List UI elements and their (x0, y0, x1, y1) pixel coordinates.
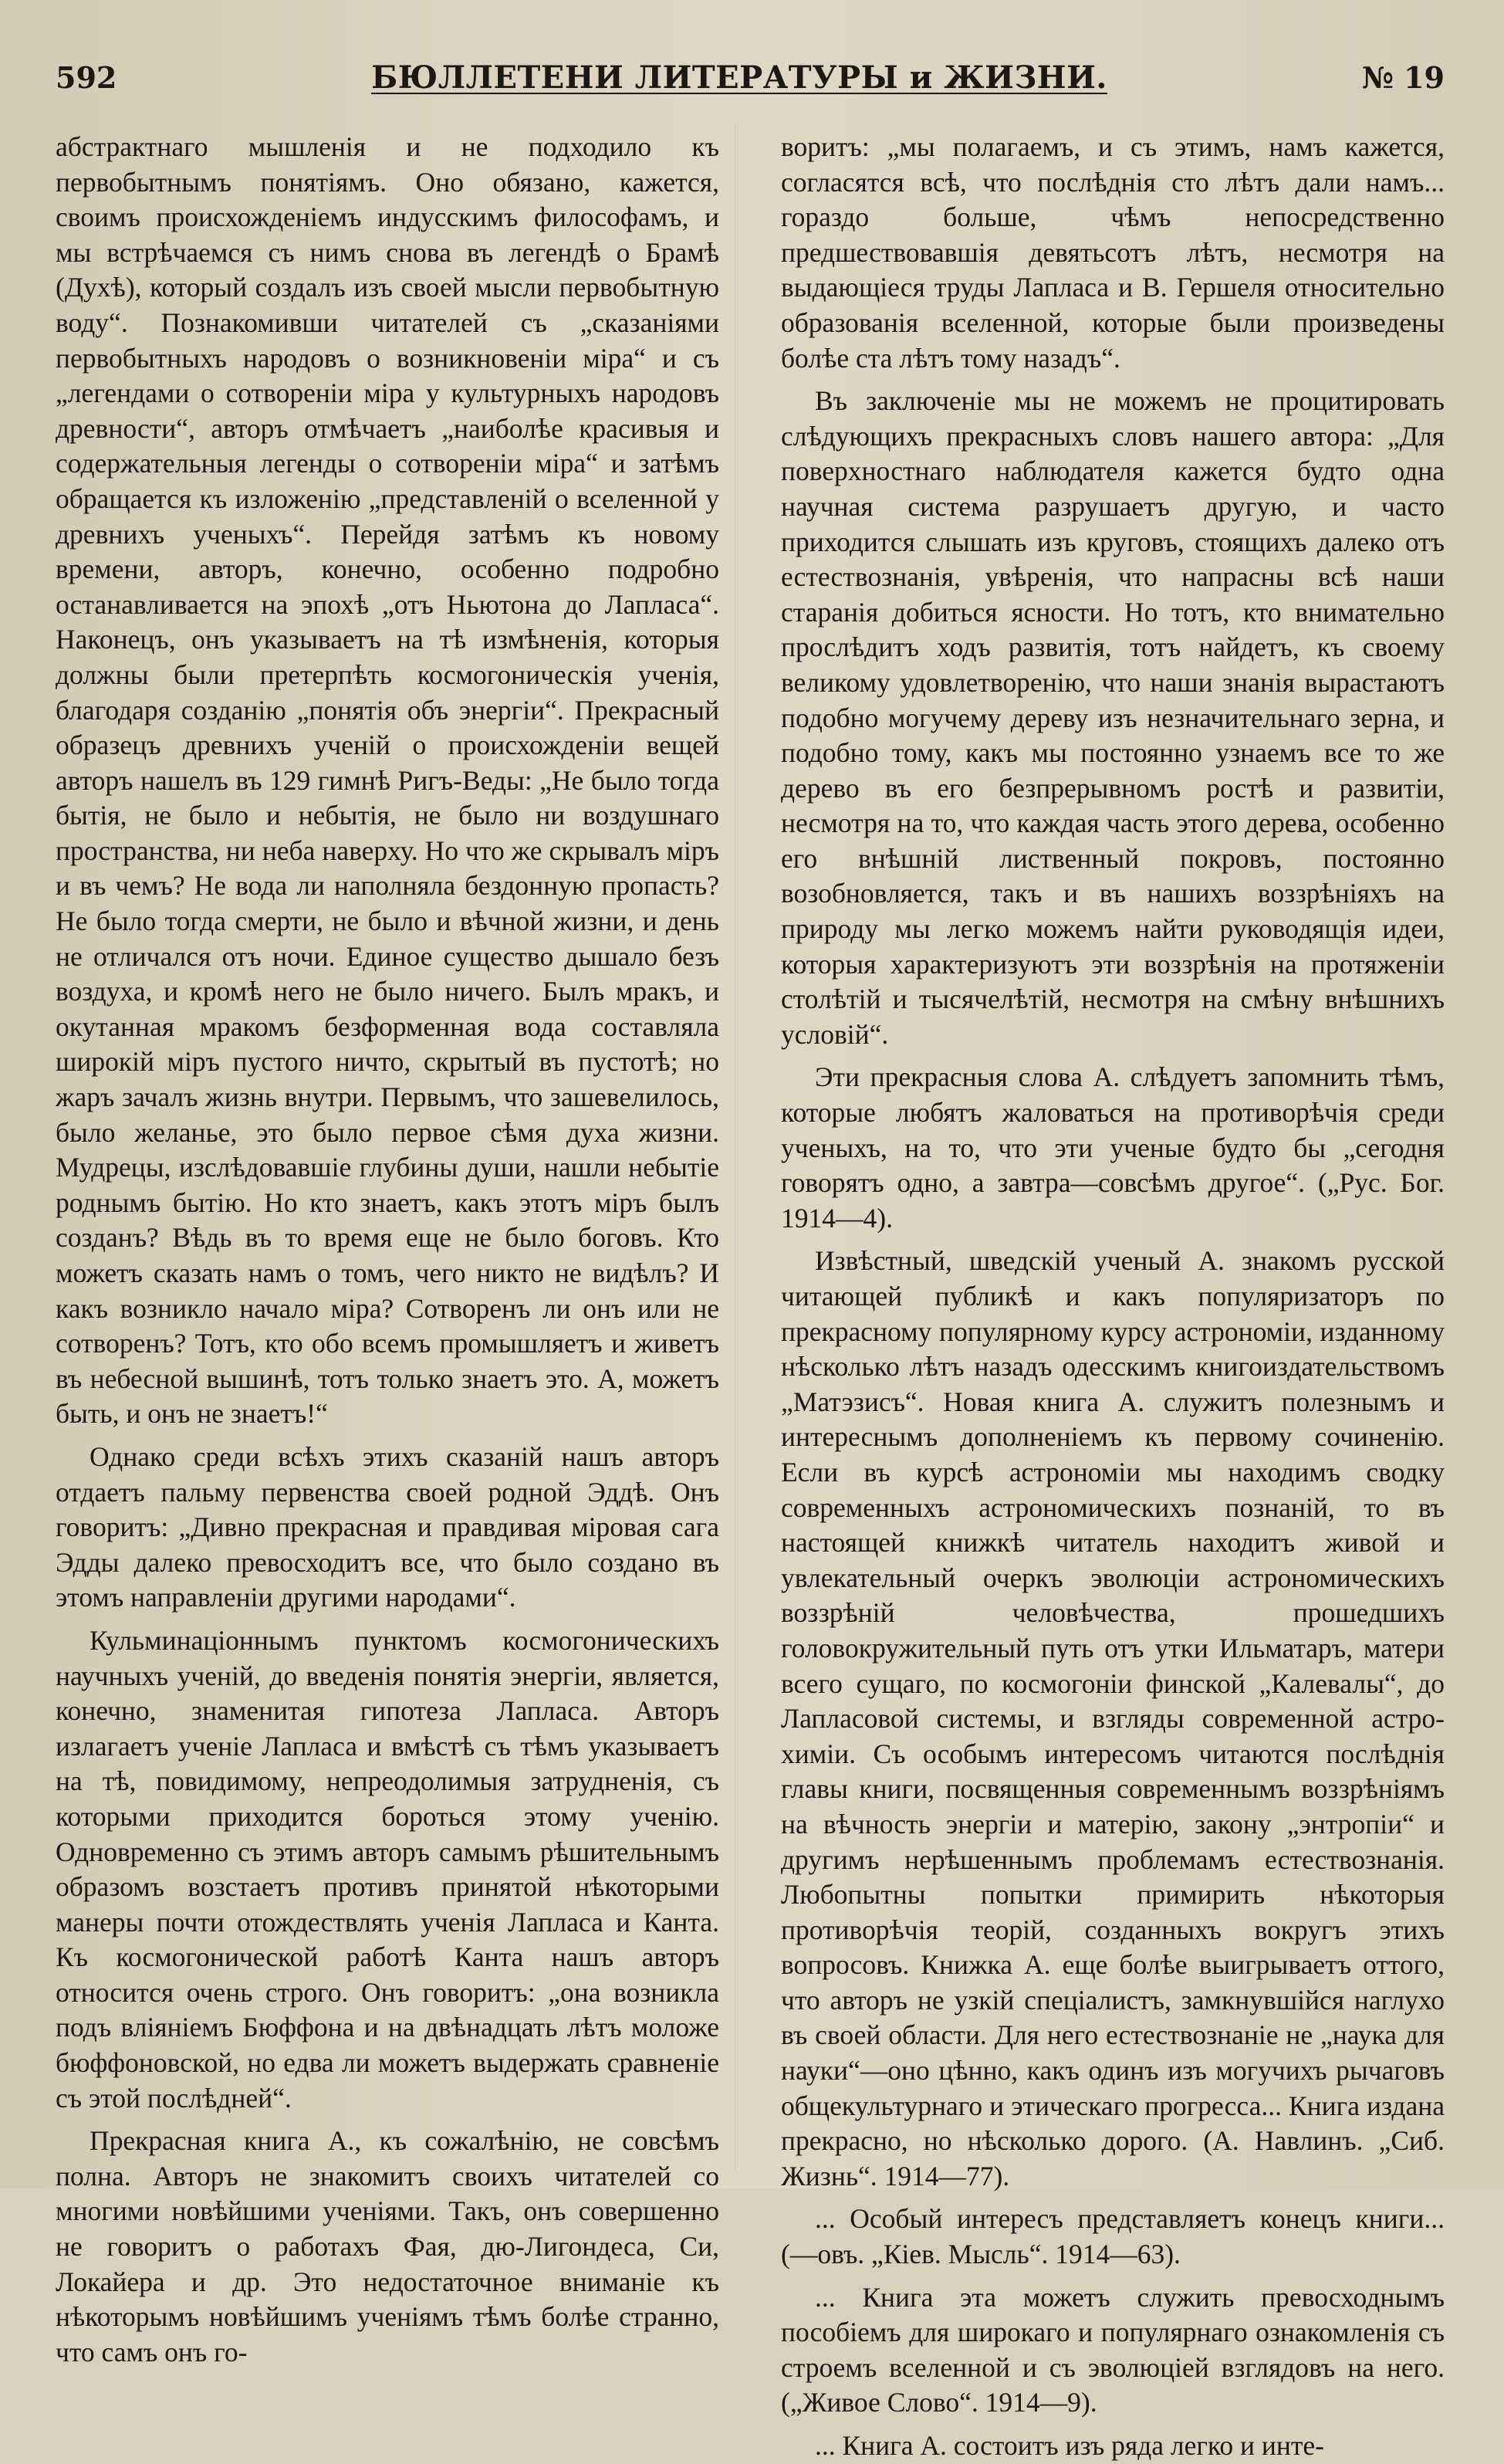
paragraph: Въ заключеніе мы не можемъ не процитировать слѣдующихъ прекрасныхъ словъ нашего автора: „Для поверхностнаго наблюдателя кажется будто одна научная система разрушаетъ другую, и часто приходится слышать изъ круговъ, стоящихъ далеко отъ естествознанія, увѣренія, что напрасны всѣ наши старанія добиться ясности. Но тотъ, кто внимательно прослѣдитъ ходъ развитія, тотъ найдетъ, къ своему великому удовлетворенію, что наши знанія вырастаютъ подобно могучему дереву изъ незначительнаго зерна, и подобно тому, какъ мы постоянно узнаемъ все то же дерево въ его безпрерывномъ ростѣ и развитіи, несмотря на то, что каждая часть этого дерева, особенно его внѣшній лиственный покровъ, постоянно возобновляется, такъ и въ нашихъ воззрѣніяхъ на природу мы легко можемъ найти руководящія идеи, которыя характеризуютъ эти воззрѣнія на протяженіи столѣтій и тысячелѣтій, несмотря на смѣну внѣшнихъ условій“. (781, 385, 1445, 1050)
page-header (56, 56, 1445, 99)
paragraph: Прекрасная книга А., къ сожалѣнію, не совсѣмъ полна. Авторъ не знакомитъ своихъ читателей со многими новѣйшими ученіями. Такъ, онъ совершенно не говоритъ о работахъ Фая, дю-Лигондеса, Си, Локайера и др. Это недостаточное вниманіе къ нѣкоторымъ новѣйшимъ ученіямъ тѣмъ болѣе странно, что самъ онъ го- (56, 2125, 719, 2368)
paragraph: ... Особый интересъ представляетъ конецъ книги... (—овъ. „Кіев. Мысль“. 1914—63). (781, 2203, 1445, 2270)
paragraph: Эти прекрасныя слова А. слѣдуетъ запомнить тѣмъ, которые любятъ жаловаться на противорѣчія среди ученыхъ, на то, что эти ученые будто бы „сегодня говорятъ одно, а завтра—совсѣмъ другое“. („Рус. Бог. 1914—4). (781, 1061, 1445, 1234)
paragraph: ... Книга А. состоитъ изъ ряда легко и инте- (815, 2430, 1324, 2461)
paragraph: Извѣстный, шведскій ученый А. знакомъ русской читающей публикѣ и какъ популяризаторъ по прекрасному популярному курсу астрономіи, изданному нѣсколько лѣтъ назадъ одесскимъ книгоиздательствомъ „Матэзисъ“. Новая книга А. служитъ полезнымъ и интереснымъ дополненіемъ къ первому сочиненію. Если въ курсѣ астрономіи мы находимъ сводку современныхъ астрономическихъ познаній, то въ настоящей книжкѣ читатель находитъ живой и увлекательный очеркъ эволюціи астрономическихъ воззрѣній человѣчества, прошедшихъ головокружительный путь отъ утки Ильматаръ, матери всего сущаго, по космогоніи финской „Калевалы“, до Лапласовой системы, и взгляды современной астро-химіи. Съ особымъ интересомъ читаются послѣднія главы книги, посвященныя современнымъ воззрѣніямъ на вѣчность энергіи и матерію, закону „энтропіи“ и другимъ нерѣшеннымъ проблемамъ естествознанія. Любопытны попытки примирить нѣкоторыя противорѣчія теорій, созданныхъ вокругъ этихъ вопросовъ. Книжка А. еще болѣе выигрываетъ оттого, что авторъ не узкій спеціалистъ, замкнувшійся наглухо въ своей области. Для него естествознаніе не „наука для науки“—оно цѣнно, какъ одинъ изъ могучихъ рычаговъ общекультурнаго и этическаго прогресса... Книга издана прекрасно, но нѣсколько дорого. (А. Навлинъ. „Сиб. Жизнь“. 1914—77). (781, 1245, 1445, 2192)
running-title: БЮЛЛЕТЕНИ ЛИТЕРАТУРЫ и ЖИЗНИ. (371, 59, 1107, 96)
right-column (781, 130, 1445, 2461)
paragraph: воритъ: „мы полагаемъ, и съ этимъ, намъ кажется, согласятся всѣ, что послѣднія сто лѣтъ дали намъ... гораздо больше, чѣмъ непосредственно предшествовавшія девятьсотъ лѣтъ, несмотря на выдающіеся труды Лапласа и В. Гершеля относительно образованія вселенной, которые были произведены болѣе ста лѣтъ тому назадъ“. (781, 131, 1445, 374)
paragraph: абстрактнаго мышленія и не подходило къ первобытнымъ понятіямъ. Оно обязано, кажется, своимъ происхожденіемъ индусскимъ философамъ, и мы встрѣчаемся съ нимъ снова въ легендѣ о Брамѣ (Духѣ), который создалъ изъ своей мысли первобытную воду“. Познакомивши читателей съ „сказаніями первобытныхъ народовъ о возникновеніи міра“ и съ „легендами о сотвореніи міра у культурныхъ народовъ древности“, авторъ отмѣчаетъ „наиболѣе красивыя и содержательныя легенды о сотвореніи міра“ и затѣмъ обращается къ изложенію „представленій о вселенной у древнихъ ученыхъ“. Перейдя затѣмъ къ новому времени, авторъ, конечно, особенно подробно останавливается на эпохѣ „отъ Ньютона до Лапласа“. Наконецъ, онъ указываетъ на тѣ измѣненія, которыя должны были претерпѣть космогоническія ученія, благодаря созданію „понятія объ энергіи“. Прекрасный образецъ древнихъ ученій о происхожденіи вещей авторъ нашелъ въ 129 гимнѣ Ригъ-Веды: „Не было тогда бытія, не было и небытія, не было ни воздушнаго пространства, ни неба наверху. Но что же скрывалъ міръ и въ чемъ? Не вода ли наполняла бездонную пропасть? Не было тогда смерти, не было и вѣчной жизни, и день не отличался отъ ночи. Единое существо дышало безъ воздуха, и кромѣ него не было ничего. Былъ мракъ, и окутанная мракомъ безформенная вода составляла широкій міръ пустого ничто, скрытый въ пустотѣ; но жаръ зачалъ жизнь внутри. Первымъ, что зашевелилось, было желанье, это было первое сѣмя духа жизни. Мудрецы, изслѣдовавшіе глубины души, нашли небытіе роднымъ бытію. Но кто знаетъ, какъ этотъ міръ былъ созданъ? Вѣдь въ то время еще не было боговъ. Кто можетъ сказать намъ о томъ, чего никто не видѣлъ? И какъ возникло начало міра? Сотворенъ ли онъ или не сотворенъ? Тотъ, кто обо всемъ промышляетъ и живетъ въ небесной вышинѣ, тотъ только знаетъ это. А, можетъ быть, и онъ не знаетъ!“ (56, 131, 719, 1430)
left-column (56, 130, 719, 2368)
paragraph: ... Книга эта можетъ служить превосходнымъ пособіемъ для широкаго и популярнаго ознакомленія съ строемъ вселенной и съ эволюціей взглядовъ на него. („Живое Слово“. 1914—9). (781, 2281, 1445, 2418)
paragraph: Кульминаціоннымъ пунктомъ космогоническихъ научныхъ ученій, до введенія понятія энергіи, является, конечно, знаменитая гипотеза Лапласа. Авторъ излагаетъ ученіе Лапласа и вмѣстѣ съ тѣмъ указываетъ на тѣ, повидимому, непреодолимыя затрудненія, съ которыми приходится бороться этому ученію. Одновременно съ этимъ авторъ самымъ рѣшительнымъ образомъ возстаетъ противъ принятой нѣкоторыми манеры почти отождествлять ученія Лапласа и Канта. Къ космогонической работѣ Канта нашъ авторъ относится очень строго. Онъ говоритъ: „она возникла подъ вліяніемъ Бюффона и на двѣнадцать лѣтъ моложе бюффоновской, но едва ли можетъ выдержать сравненіе съ этой послѣдней“. (56, 1624, 719, 2114)
page-number: 592 (56, 59, 117, 95)
paragraph: Однако среди всѣхъ этихъ сказаній нашъ авторъ отдаетъ пальму первенства своей родной Эддѣ. Онъ говоритъ: „Дивно прекрасная и правдивая міровая сага Эдды далеко превосходитъ все, что было создано въ этомъ направленіи другими народами“. (56, 1440, 719, 1613)
issue-number: № 19 (1361, 59, 1445, 95)
